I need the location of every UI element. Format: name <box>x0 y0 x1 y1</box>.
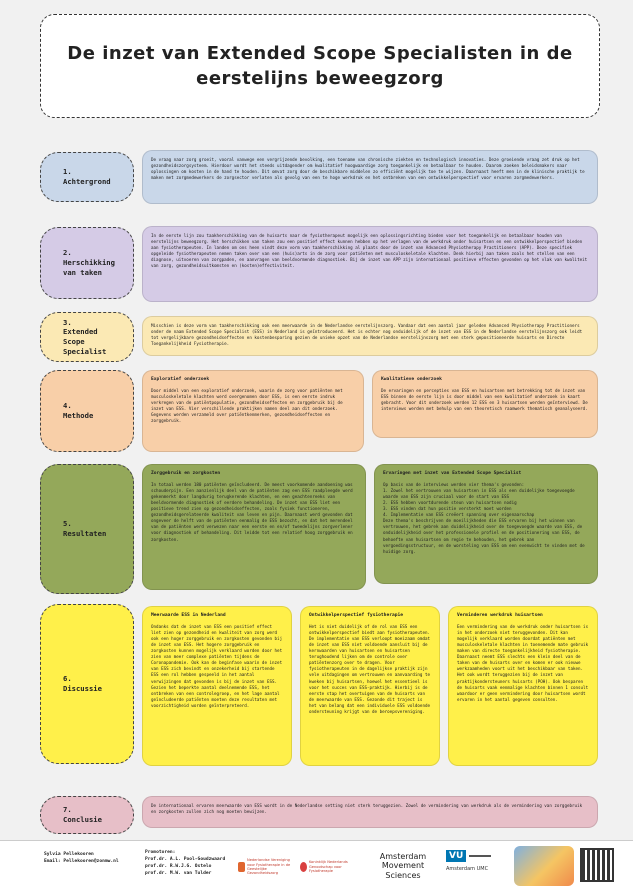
logo-ams-text: Amsterdam Movement Sciences <box>379 852 427 880</box>
discussie-col1-heading: Meerwaarde ESS in Nederland <box>151 613 226 618</box>
panel-methode-right <box>372 370 598 438</box>
label-resultaten <box>40 464 134 594</box>
methode-right-heading: Kwalitatieve onderzoek <box>381 377 442 382</box>
label-herschikking <box>40 227 134 299</box>
panel-discussie-col2 <box>300 606 440 766</box>
discussie-col1-text: Ondanks dat de inzet van ESS een positief effect liet zien op gezondheid en kwaliteit van zorg werd ook een hoger zorggebruik en zorgkosten gevonden bij de inzet van ESS. Het hogere zorggebruik en zorgkosten kunnen mogelijk verklaard worden door het zien van meer complexe patiënten tijdens de Coronapandemie. Ook kan de beginfase waarin de inzet van ESS zich bevindt en onzekerheid bij startende ESS een rol hebben gespeeld in het aantal verwijzingen dat gevonden is bij de inzet van ESS. Gezien het beperkte aantal deelnemende ESS, het ontbreken van een controlegroep, en het lage aantal geïncludeerde patiënten moeten deze resultaten met voorzichtigheid worden geïnterpreteerd. <box>151 623 283 708</box>
panel-herschikking <box>142 226 598 302</box>
promotor-2: prof.dr. R.W.J.G. Ostelo <box>145 863 212 869</box>
kngf-logo-icon <box>300 862 307 872</box>
panel-resultaten-left <box>142 464 366 590</box>
decorative-logo-image <box>514 846 574 886</box>
panel-discussie-col1 <box>142 606 292 766</box>
panel-conclusie <box>142 796 598 828</box>
logo-kngf-text: Koninklijk Nederlands Genootschap voor Fysiotherapie <box>309 860 348 874</box>
logo-vu-umc <box>446 850 508 886</box>
label-achtergrond-text: 1. Achtergrond <box>63 167 111 186</box>
label-herschikking-text: 2. Herschikking van taken <box>63 248 115 277</box>
methode-left-text: Door middel van een exploratief onderzoek, waarin de zorg voor patiënten met musculoskeletale klachten werd overgenomen door ESS, is een eerste indruk verkregen van de patiëntpopulatie, gezondheidseffecten en zorggebruik bij de inzet van ESS. Vier verschillende praktijken namen deel aan dit onderzoek. Gegevens werden verzameld over patiëntkenmerken, gezondheidseffecten en zorggebruik. <box>151 387 343 424</box>
label-discussie-text: 6. Discussie <box>63 674 102 693</box>
footer-promotors <box>145 850 233 878</box>
discussie-col3-text: Een vermindering van de werkdruk onder huisartsen is in het onderzoek niet teruggevonden. Dit kan mogelijk verklaard worden doordat patiënten met musculoskeletale klachten in toenemende mate gebruik maken van directe toegankelijkheid fysiotherapie. Daarnaast neemt ESS slechts een klein deel van de taken van de huisarts over en komen er ook nieuwe werkzaamheden voort uit het beschikbaar van taken. Het ook wordt teruggezien bij de inzet van praktijkondersteuners huisarts (POH). Ook besparen de huisarts vaak eenmalige klachten binnen 1 consult waardoor er geen vermindering door huisartsen wordt ervaren in het aantal gegeven consulten. <box>457 623 589 702</box>
promotors-heading: Promotoren: <box>145 850 176 855</box>
panel-methode-left <box>142 370 364 452</box>
resultaten-right-heading: Ervaringen met inzet van Extended Scope Specialist <box>383 471 522 476</box>
label-ess <box>40 312 134 362</box>
vu-divider <box>469 855 491 857</box>
label-ess-text: 3. Extended Scope Specialist <box>63 317 107 356</box>
panel-resultaten-right <box>374 464 598 584</box>
resultaten-left-text: In totaal werden 180 patiënten geïncludeerd. De meest voorkomende aandoening was schouderpijn. Een aanzienlijk deel van de patiënten zag een ESS raadpleegde werd gekenmerkt door langdurig terugkerende klachten, en een geachtenreeks van beeldvormende diagnostiek of eerdere behandeling. De inzet van ESS liet een positieve trend zien op gezondheidseffecten, zoals fysiek functioneren, gezondheidsgerelateerde kwaliteit van leven en pijn. Daarnaast werd gevonden dat ongeveer de helft van de patiënten eenmalig de ESS bezocht, en dat het merendeel van de patiënten werd verwezen naar een eerste en en/of tweedelijns zorgverlener voor diagnostiek of behandeling. Dit leidde tot een relatief hoog zorggebruik en zorgkosten. <box>151 481 353 542</box>
ess-text: Misschien is deze vorm van taakherschikking ook een meerwaarde in de Nederlandse eerstelijnszorg. Vandaar dat een aantal jaar geleden Advanced Physiotherapy Practitioners onder de naam Extended Scope Specialist (ESS) in Nederland is geïntroduceerd. Het is echter nog onduidelijk of de inzet van ESS in de Nederlandse eerstelijnszorg ook leidt tot vergelijkbare gezondheidseffecten en kostenbesparing gezien de unieke opzet van de Nederlandse eerstelijnszorg met een sterk gepositioneerde huisarts en Directe Toegankelijkheid Fysiotherapie. <box>151 323 583 347</box>
logo-umc-text: Amsterdam UMC <box>446 866 489 872</box>
herschikking-text: In de eerste lijn zou taakherschikking van de huisarts naar de fysiotherapeut mogelijk een oplossingsrichting bieden voor het toegankelijk en betaalbaar houden van eerstelijns beweegzorg. Het herschikken van taken zou een positief effect kunnen hebben op het verlagen van de werkdruk onder huisartsen en een ontwikkelperspectief bieden aan fysiotherapeuten. In landen om ons heen vindt deze vorm van taakherschikking al plaats door de inzet van Advanced Physiotherapy Practitioners (APP). Deze specifiek opgeleide fysiotherapeuten nemen taken over van een (huis)arts in de zorg voor patiënten met musculoskeletale klachten. Denk hierbij aan taken zoals het stellen van een diagnose, uitvoeren van zorgpaden, en aanvragen van beeldvormende diagnostiek. Bij de inzet van APP zijn internationaal positieve effecten gevonden op het vlak van kwaliteit van zorg, gezondheidsuitkomsten en (kosten)effectiviteit. <box>151 233 588 269</box>
poster-title-box <box>40 14 600 118</box>
label-conclusie <box>40 796 134 834</box>
label-discussie <box>40 604 134 764</box>
logo-ams <box>366 844 440 888</box>
resultaten-right-text: Op basis van de interviews werden vier thema's gevonden: 1. Zowel het vertrouwen van huisartsen in ESS als een duidelijke toegevoegde waarde van ESS zijn cruciaal voor de start van ESS 2. ESS hebben voortdurende steun van huisartsen nodig 3. ESS vinden dat hun positie versterkt moet worden 4. Implementatie van ESS creëert spanning over eigenaarschap Deze thema's beschrijven de moeilijkheden die ESS ervaren bij het winnen van vertrouwen, het gebrek aan duidelijkheid over de toegevoegde waarde van ESS, de onduidelijkheid over het professionele profiel en de positionering van ESS, de behoefte van huisartsen om regie te behouden, het gebrek aan vergoedingsstructuur, en de worsteling van ESS om een evenwicht te vinden met de huidige zorg. <box>383 481 585 554</box>
label-methode-text: 4. Methode <box>63 401 94 420</box>
methode-right-text: De ervaringen en percepties van ESS en huisartsen met betrekking tot de inzet van ESS binnen de eerste lijn is door middel van een kwalitatief onderzoek in kaart gebracht. Voor dit onderzoek werden 12 ESS en 3 huisartsen werden geïnterviewd. De interviews werden met behulp van een theoretisch raamwerk thematisch geanalyseerd. <box>381 387 588 411</box>
logo-nvfgg-text: Nederlandse Vereniging voor Fysiotherapie in de Geestelijke Gezondheidszorg <box>247 858 291 876</box>
label-resultaten-text: 5. Resultaten <box>63 519 107 538</box>
resultaten-left-heading: Zorggebruik en zorgkosten <box>151 471 221 476</box>
promotor-1: Prof.dr. A.L. Pool-Goudzwaard <box>145 856 226 862</box>
conclusie-text: De internationaal ervaren meerwaarde van ESS wordt in de Nederlandse setting niet sterk teruggezien. Zowel de vermindering van werkdruk als de vermindering van zorggebruik en zorgkosten zullen zich nog moeten bewijzen. <box>151 803 583 815</box>
label-conclusie-text: 7. Conclusie <box>63 805 102 824</box>
qr-code-icon <box>580 848 614 882</box>
logo-kngf <box>300 852 360 882</box>
discussie-col3-heading: Verminderen werkdruk huisartsen <box>457 613 543 618</box>
author-name: Sylvia Pellekooren <box>44 852 94 857</box>
author-email: Email: Pellekooren@zonmw.nl <box>44 858 119 864</box>
promotor-3: prof.dr. M.W. van Tulder <box>145 870 212 876</box>
panel-discussie-col3 <box>448 606 598 766</box>
discussie-col2-text: Het is niet duidelijk of de rol van ESS een ontwikkelperspectief biedt aan fysiotherapeuten. De implementatie van ESS verloopt moeizaam omdat de inzet van ESS niet voldoende aansluit bij de kernwaarden van huisartsen en huisartsen terughoudend lijken om de controle over patiëntenzorg over te dragen. Voor fysiotherapeuten in de dagelijkse praktijk zijn vele uitdagingen om vertrouwen en aanvaarding te kweken bij huisartsen, hoewel het essentieel is voor het succes van ESS-praktijk. Hierbij is de eerste stap het overtuigen van de huisarts van de meerwaarde van ESS. Gezonde dit traject is het van belang dat een individuele ESS voldoende ondersteuning krijgt van de beroepsvereniging. <box>309 623 431 714</box>
label-achtergrond <box>40 152 134 202</box>
logo-nvfgg <box>238 852 294 882</box>
methode-left-heading: Exploratief onderzoek <box>151 377 210 382</box>
panel-achtergrond <box>142 150 598 204</box>
poster-title: De inzet van Extended Scope Specialisten in de eerstelijns beweegzorg <box>67 42 573 89</box>
discussie-col2-heading: Ontwikkelperspectief fysiotherapie <box>309 613 404 618</box>
logo-vu-text: VU <box>446 850 466 862</box>
panel-ess <box>142 316 598 356</box>
achtergrond-text: De vraag naar zorg groeit, vooral vanwege een vergrijzende bevolking, een toename van chronische ziekten en technologisch innovaties. Deze groeiende vraag zet druk op het gezondheidszorgsysteem. Hierdoor wordt het steeds uitdagender om kwalitatief hoogwaardige zorg toegankelijk en betaalbaar te houden. Daarom zoeken beleidsmakers naar oplossingen om kosten in de hand te houden. Dit omvat zorg door de beschikbare middelen zo efficiënt mogelijk toe te wijzen. Daarnaast heeft men in de klinische praktijk te maken met zorgmedewerkers de zorgsector verlaten als gevolg van een te hoge werkdruk en het ontbreken van een ontwikkelperspectief voor ervaren zorgmedewerkers. <box>151 157 585 181</box>
nvfgg-logo-icon <box>238 862 245 872</box>
footer-author <box>44 852 134 866</box>
label-methode <box>40 370 134 452</box>
